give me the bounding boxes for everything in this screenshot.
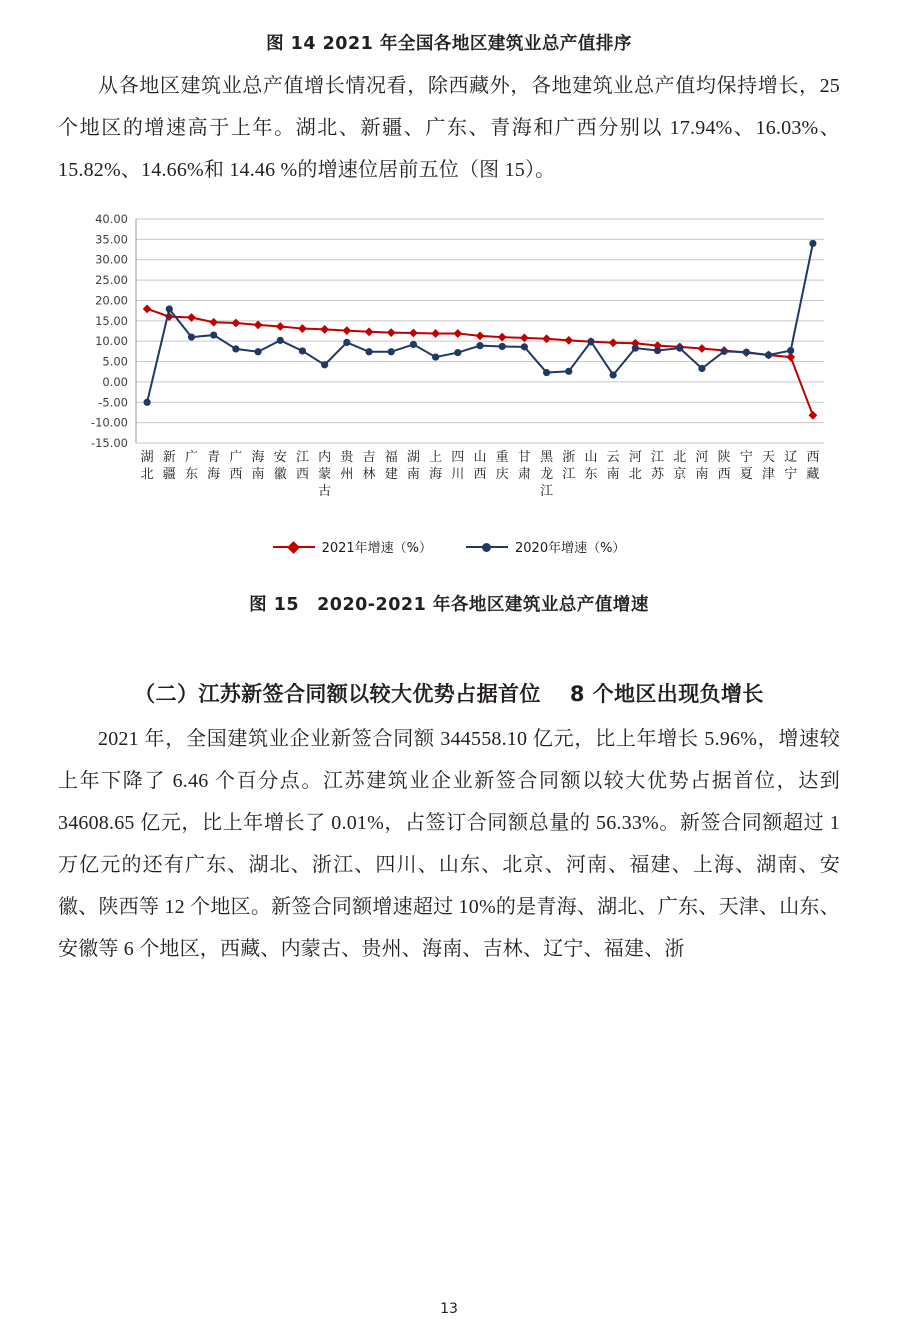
svg-text:黑: 黑 [540, 450, 554, 465]
svg-text:25.00: 25.00 [95, 273, 128, 288]
svg-text:宁: 宁 [739, 450, 753, 465]
svg-text:山: 山 [473, 450, 487, 465]
svg-text:南: 南 [695, 467, 709, 482]
svg-text:湖: 湖 [406, 450, 420, 465]
svg-text:北: 北 [140, 467, 154, 482]
svg-text:肃: 肃 [517, 467, 531, 482]
svg-text:广: 广 [184, 450, 198, 465]
svg-text:江: 江 [295, 450, 309, 465]
svg-text:云: 云 [606, 450, 620, 465]
svg-text:广: 广 [229, 450, 243, 465]
svg-text:东: 东 [184, 467, 198, 482]
svg-text:江: 江 [651, 450, 665, 465]
svg-text:5.00: 5.00 [102, 354, 128, 369]
svg-text:吉: 吉 [362, 450, 376, 465]
svg-text:-5.00: -5.00 [98, 395, 128, 410]
svg-text:龙: 龙 [540, 467, 554, 482]
svg-text:西: 西 [473, 467, 487, 482]
svg-text:40.00: 40.00 [95, 212, 128, 226]
growth-line-chart [58, 205, 840, 535]
svg-text:辽: 辽 [784, 450, 798, 465]
svg-text:徽: 徽 [273, 467, 287, 482]
svg-text:苏: 苏 [651, 467, 665, 482]
svg-text:州: 州 [340, 467, 354, 482]
svg-text:贵: 贵 [340, 450, 354, 465]
svg-text:林: 林 [362, 467, 376, 482]
svg-text:浙: 浙 [562, 450, 576, 465]
svg-text:陕: 陕 [717, 450, 731, 465]
svg-text:宁: 宁 [784, 467, 798, 482]
svg-text:上: 上 [429, 450, 443, 465]
svg-text:四: 四 [451, 450, 465, 465]
svg-text:内: 内 [318, 450, 332, 465]
chart-legend [58, 537, 840, 556]
svg-text:新: 新 [162, 450, 176, 465]
svg-text:江: 江 [540, 484, 554, 499]
svg-text:西: 西 [295, 467, 309, 482]
legend-key-2020 [466, 541, 508, 553]
svg-text:35.00: 35.00 [95, 232, 128, 247]
section-heading: （二）江苏新签合同额以较大优势占据首位 8 个地区出现负增长 [134, 682, 764, 706]
svg-text:福: 福 [384, 450, 398, 465]
figure-15-caption: 图 15 2020-2021 年各地区建筑业总产值增速 [249, 595, 649, 615]
svg-text:重: 重 [495, 450, 509, 465]
svg-text:庆: 庆 [495, 467, 509, 482]
svg-text:古: 古 [318, 484, 332, 499]
svg-text:津: 津 [762, 467, 776, 482]
figure-14-caption: 图 14 2021 年全国各地区建筑业总产值排序 [266, 34, 632, 54]
svg-text:北: 北 [673, 450, 687, 465]
svg-text:河: 河 [695, 450, 709, 465]
svg-text:江: 江 [562, 467, 576, 482]
svg-text:东: 东 [584, 467, 598, 482]
legend-label-2020: 2020年增速（%） [515, 541, 626, 556]
svg-text:建: 建 [384, 467, 398, 482]
svg-text:藏: 藏 [806, 467, 820, 482]
svg-text:15.00: 15.00 [95, 313, 128, 328]
legend-label-2021: 2021年增速（%） [321, 541, 432, 556]
svg-text:疆: 疆 [162, 467, 176, 482]
page-number: 13 [440, 1301, 458, 1317]
svg-text:北: 北 [628, 467, 642, 482]
svg-text:南: 南 [606, 467, 620, 482]
svg-text:西: 西 [229, 467, 243, 482]
svg-text:甘: 甘 [517, 450, 531, 465]
svg-text:蒙: 蒙 [318, 467, 332, 482]
svg-text:夏: 夏 [739, 467, 753, 482]
svg-text:西: 西 [806, 450, 820, 465]
svg-text:10.00: 10.00 [95, 334, 128, 349]
svg-text:海: 海 [429, 467, 443, 482]
svg-text:30.00: 30.00 [95, 252, 128, 267]
svg-text:南: 南 [251, 467, 265, 482]
svg-text:青: 青 [207, 450, 221, 465]
legend-key-2021 [273, 541, 315, 553]
svg-text:川: 川 [451, 467, 465, 482]
svg-text:20.00: 20.00 [95, 293, 128, 308]
svg-text:-15.00: -15.00 [90, 436, 128, 450]
svg-text:京: 京 [673, 467, 687, 482]
legend-item-2021 [273, 537, 432, 556]
paragraph-growth-overview: 从各地区建筑业总产值增长情况看，除西藏外，各地建筑业总产值均保持增长，25 个地区的增速高于上年。湖北、新疆、广东、青海和广西分别以 17.94%、16.03%、15.82%、14.66%和 14.46 %的增速位居前五位（图 15）。 [58, 75, 840, 181]
svg-text:海: 海 [207, 467, 221, 482]
svg-text:湖: 湖 [140, 450, 154, 465]
svg-text:0.00: 0.00 [102, 374, 128, 389]
svg-text:河: 河 [628, 450, 642, 465]
figure-15-chart [58, 205, 840, 575]
legend-item-2020 [466, 537, 625, 556]
svg-text:海: 海 [251, 450, 265, 465]
paragraph-contracts: 2021 年，全国建筑业企业新签合同额 344558.10 亿元，比上年增长 5.96%，增速较上年下降了 6.46 个百分点。江苏建筑业企业新签合同额以较大优势占据首位，达到 34608.65 亿元，比上年增长了 0.01%，占签订合同额总量的 56.33%。新签合同额超过 1 万亿元的还有广东、湖北、浙江、四川、山东、北京、河南、福建、上海、湖南、安徽、陕西等 12 个地区。新签合同额增速超过 10%的是青海、湖北、广东、天津、山东、安徽等 6 个地区，西藏、内蒙古、贵州、海南、吉林、辽宁、福建、浙 [58, 728, 840, 960]
svg-text:天: 天 [762, 450, 776, 465]
svg-text:山: 山 [584, 450, 598, 465]
svg-text:安: 安 [273, 450, 287, 465]
svg-text:南: 南 [406, 467, 420, 482]
svg-text:西: 西 [717, 467, 731, 482]
svg-text:-10.00: -10.00 [90, 415, 128, 430]
